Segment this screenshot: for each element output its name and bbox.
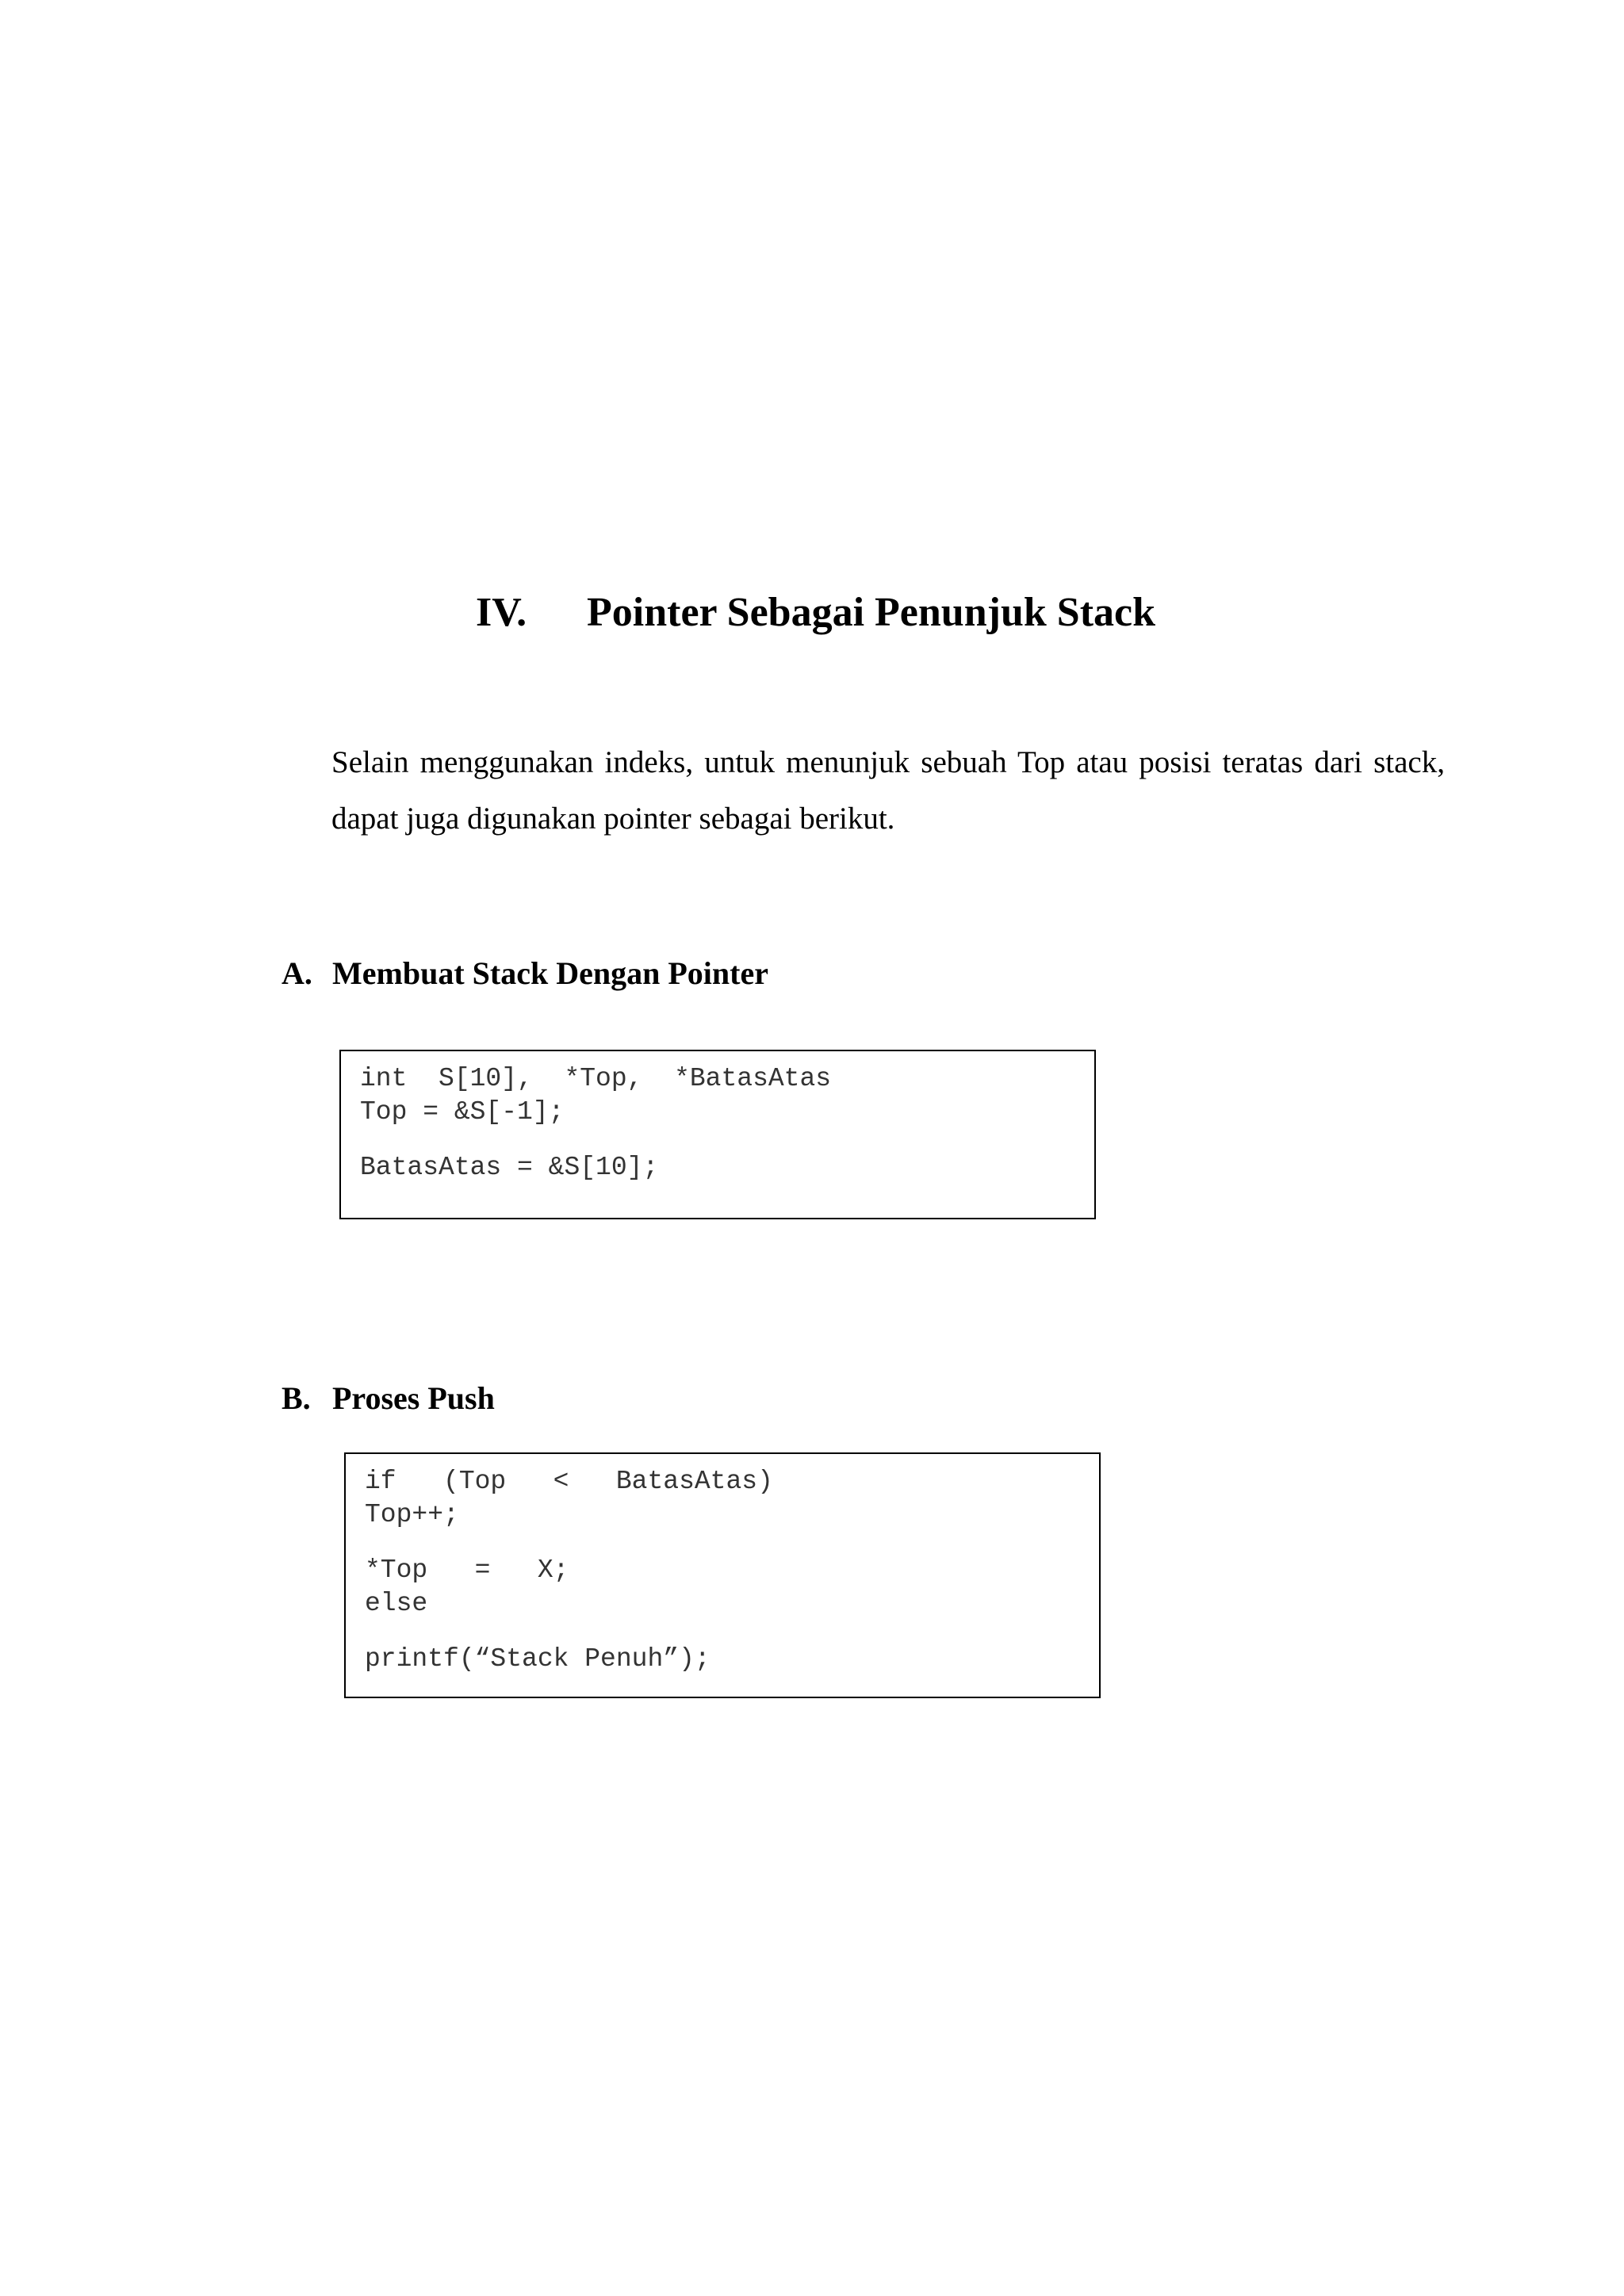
chapter-number: IV.: [476, 590, 527, 635]
chapter-title-text: Pointer Sebagai Penunjuk Stack: [587, 590, 1156, 635]
code-line: Top++;: [365, 1500, 459, 1529]
code-line: int S[10], *Top, *BatasAtas: [360, 1064, 832, 1093]
section-letter: B.: [282, 1380, 311, 1416]
code-block-push: [344, 1452, 1101, 1698]
code-line: if (Top < BatasAtas): [365, 1467, 773, 1496]
code-block-create-stack: [339, 1050, 1096, 1219]
code-line: BatasAtas = &S[10];: [360, 1153, 659, 1182]
code-line: else: [365, 1589, 428, 1618]
section-title: Proses Push: [332, 1380, 495, 1416]
section-heading-b: [282, 1376, 495, 1421]
intro-paragraph: Selain menggunakan indeks, untuk menunjuk sebuah Top atau posisi teratas dari stack, dapat juga digunakan pointer sebagai berikut.: [331, 745, 1445, 836]
code-line: printf(“Stack Penuh”);: [365, 1644, 710, 1674]
chapter-title: [0, 585, 1624, 641]
section-title: Membuat Stack Dengan Pointer: [332, 955, 768, 991]
section-letter: A.: [282, 955, 312, 991]
code-line: *Top = X;: [365, 1556, 569, 1585]
code-line: Top = &S[-1];: [360, 1097, 565, 1127]
section-heading-a: [282, 951, 768, 996]
